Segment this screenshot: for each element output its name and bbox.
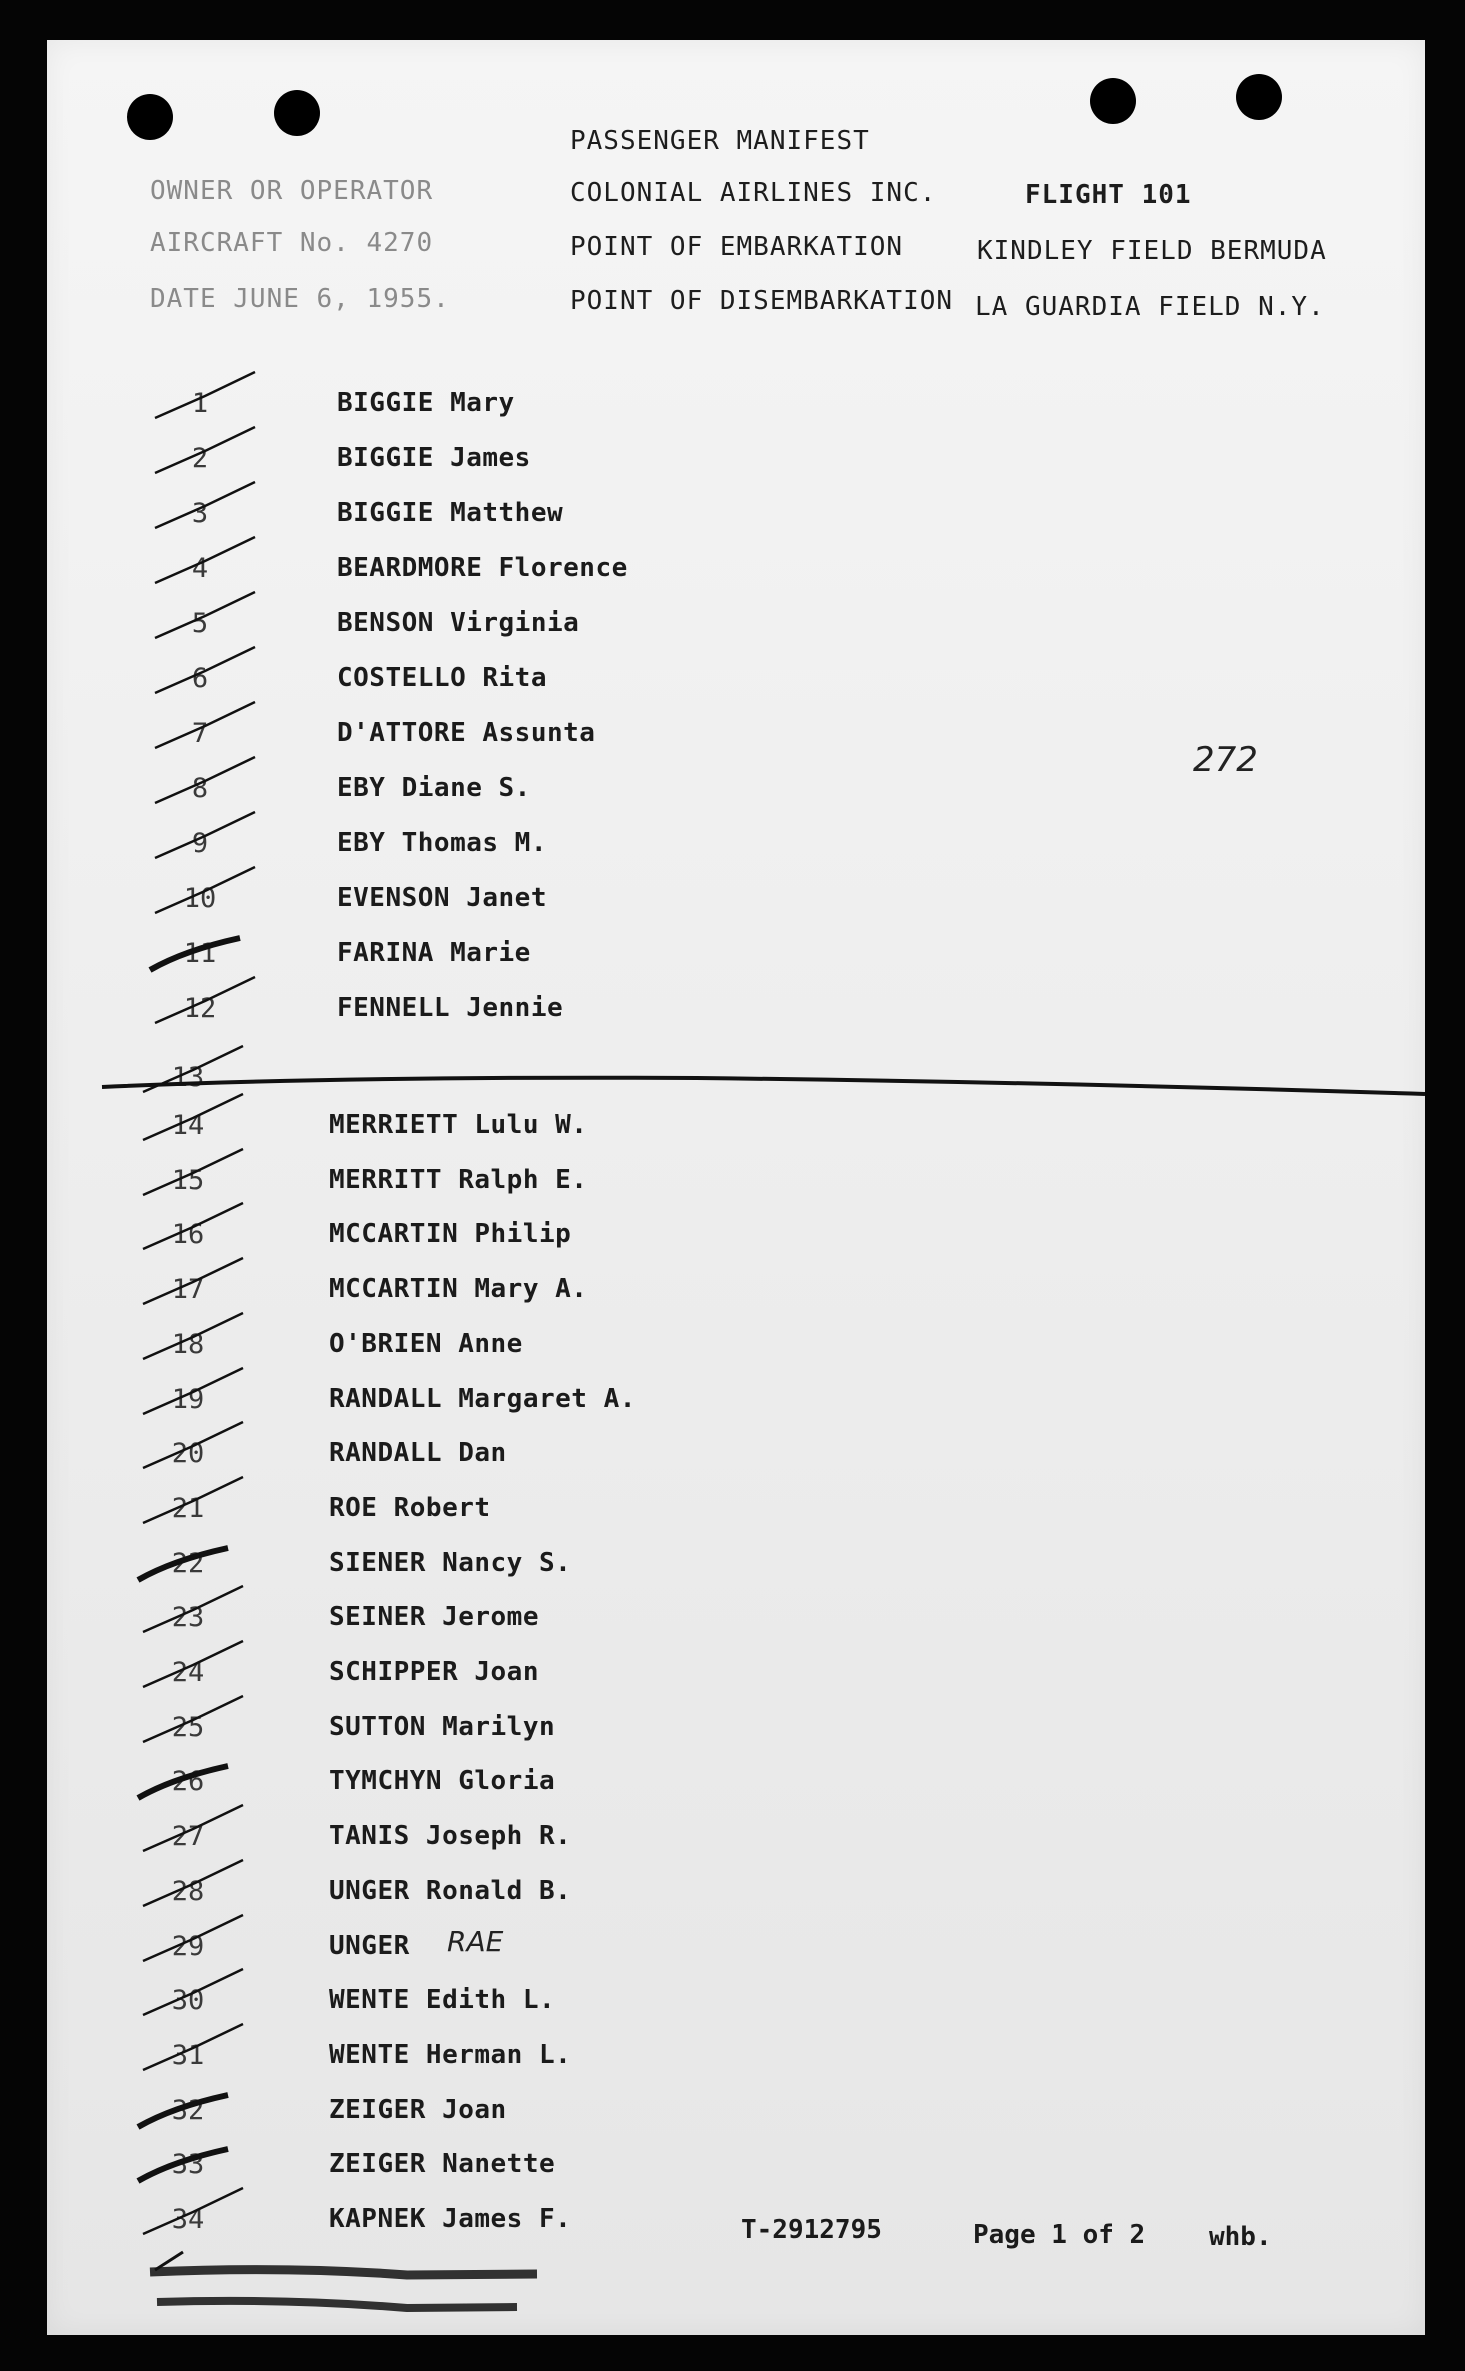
page-indicator: Page 1 of 2 bbox=[973, 2220, 1146, 2250]
passenger-number: 24 bbox=[171, 1657, 205, 1688]
passenger-name: SCHIPPER Joan bbox=[329, 1657, 539, 1687]
passenger-number: 15 bbox=[171, 1164, 205, 1196]
passenger-number: 18 bbox=[171, 1328, 205, 1360]
passenger-number: 1 bbox=[191, 388, 209, 419]
passenger-name: ZEIGER Joan bbox=[329, 2094, 507, 2125]
passenger-row bbox=[155, 993, 855, 1043]
passenger-name: TANIS Joseph R. bbox=[329, 1821, 572, 1852]
passenger-number: 4 bbox=[191, 553, 209, 584]
passenger-name: BENSON Virginia bbox=[337, 608, 580, 638]
passenger-name: EVENSON Janet bbox=[337, 883, 547, 913]
passenger-name: O'BRIEN Anne bbox=[329, 1328, 523, 1359]
operator-name: COLONIAL AIRLINES INC. bbox=[570, 178, 937, 208]
passenger-number: 17 bbox=[171, 1274, 205, 1306]
passenger-number: 11 bbox=[183, 938, 217, 969]
clerk-initials: whb. bbox=[1209, 2222, 1272, 2252]
passenger-number: 32 bbox=[171, 2094, 205, 2126]
manifest-page bbox=[47, 40, 1425, 2335]
passenger-number: 33 bbox=[171, 2149, 205, 2181]
disembarkation-point: LA GUARDIA FIELD N.Y. bbox=[975, 292, 1325, 322]
passenger-number: 29 bbox=[171, 1930, 205, 1962]
punch-hole bbox=[1090, 78, 1136, 124]
manifest-title: PASSENGER MANIFEST bbox=[570, 126, 870, 156]
passenger-name: UNGER bbox=[329, 1930, 410, 1961]
passenger-number: 31 bbox=[171, 2039, 205, 2071]
passenger-name: WENTE Edith L. bbox=[329, 1985, 556, 2016]
passenger-name: BIGGIE Matthew bbox=[337, 498, 564, 528]
passenger-number: 14 bbox=[171, 1110, 205, 1141]
punch-hole bbox=[1236, 74, 1282, 120]
passenger-name: MERRIETT Lulu W. bbox=[329, 1110, 588, 1140]
passenger-row bbox=[143, 2204, 843, 2254]
passenger-name: TYMCHYN Gloria bbox=[329, 1766, 556, 1797]
passenger-number: 26 bbox=[171, 1766, 205, 1798]
passenger-number: 23 bbox=[171, 1602, 205, 1634]
passenger-number: 7 bbox=[191, 718, 209, 749]
passenger-name: EBY Thomas M. bbox=[337, 828, 547, 858]
passenger-number: 13 bbox=[171, 1062, 205, 1093]
passenger-name: SEINER Jerome bbox=[329, 1602, 539, 1633]
passenger-number: 20 bbox=[171, 1438, 205, 1470]
embarkation-point: KINDLEY FIELD BERMUDA bbox=[977, 236, 1327, 266]
passenger-number: 10 bbox=[183, 883, 217, 914]
passenger-number: 30 bbox=[171, 1985, 205, 2017]
owner-label: OWNER OR OPERATOR bbox=[150, 176, 434, 206]
passenger-number: 2 bbox=[191, 443, 209, 474]
punch-hole bbox=[274, 90, 320, 136]
passenger-number: 27 bbox=[171, 1821, 205, 1853]
passenger-name: WENTE Herman L. bbox=[329, 2039, 572, 2070]
passenger-name: EBY Diane S. bbox=[337, 773, 531, 803]
passenger-number: 5 bbox=[191, 608, 209, 639]
punch-hole bbox=[127, 94, 173, 140]
date-label: DATE JUNE 6, 1955. bbox=[150, 284, 450, 314]
disembarkation-label: POINT OF DISEMBARKATION bbox=[570, 286, 954, 316]
passenger-number: 25 bbox=[171, 1711, 205, 1743]
passenger-name: D'ATTORE Assunta bbox=[337, 718, 596, 748]
check-mark bbox=[145, 965, 265, 1035]
passenger-name: MCCARTIN Philip bbox=[329, 1219, 572, 1250]
passenger-name: UNGER Ronald B. bbox=[329, 1875, 572, 1906]
passenger-name: FENNELL Jennie bbox=[337, 993, 564, 1023]
passenger-number: 34 bbox=[171, 2204, 205, 2235]
handwritten-correction: RAE bbox=[447, 1924, 504, 1958]
embarkation-label: POINT OF EMBARKATION bbox=[570, 232, 904, 262]
passenger-number: 22 bbox=[171, 1547, 205, 1579]
passenger-name: SIENER Nancy S. bbox=[329, 1547, 572, 1578]
passenger-number: 3 bbox=[191, 498, 209, 529]
passenger-name: BEARDMORE Florence bbox=[337, 553, 628, 583]
check-mark bbox=[133, 2176, 253, 2246]
aircraft-label: AIRCRAFT No. 4270 bbox=[150, 228, 434, 258]
passenger-number: 9 bbox=[191, 828, 209, 859]
handwritten-page-number: 272 bbox=[1193, 740, 1258, 780]
passenger-name: FARINA Marie bbox=[337, 938, 531, 968]
passenger-number: 16 bbox=[171, 1219, 205, 1251]
passenger-name: COSTELLO Rita bbox=[337, 663, 547, 693]
passenger-number: 21 bbox=[171, 1492, 205, 1524]
passenger-number: 8 bbox=[191, 773, 209, 804]
passenger-number: 28 bbox=[171, 1875, 205, 1907]
passenger-name: MCCARTIN Mary A. bbox=[329, 1274, 588, 1305]
passenger-name: RANDALL Margaret A. bbox=[329, 1383, 636, 1414]
passenger-number: 19 bbox=[171, 1383, 205, 1415]
passenger-number: 6 bbox=[191, 663, 209, 694]
passenger-name: RANDALL Dan bbox=[329, 1438, 507, 1469]
flight-number: FLIGHT 101 bbox=[1025, 180, 1192, 210]
passenger-name: ZEIGER Nanette bbox=[329, 2149, 556, 2180]
passenger-name: MERRITT Ralph E. bbox=[329, 1164, 588, 1195]
passenger-name: BIGGIE Mary bbox=[337, 388, 515, 418]
passenger-name: BIGGIE James bbox=[337, 443, 531, 473]
passenger-name: KAPNEK James F. bbox=[329, 2204, 572, 2234]
passenger-number: 12 bbox=[183, 993, 217, 1024]
passenger-name: ROE Robert bbox=[329, 1492, 491, 1523]
passenger-name: SUTTON Marilyn bbox=[329, 1711, 556, 1742]
ticket-number: T-2912795 bbox=[741, 2215, 882, 2245]
